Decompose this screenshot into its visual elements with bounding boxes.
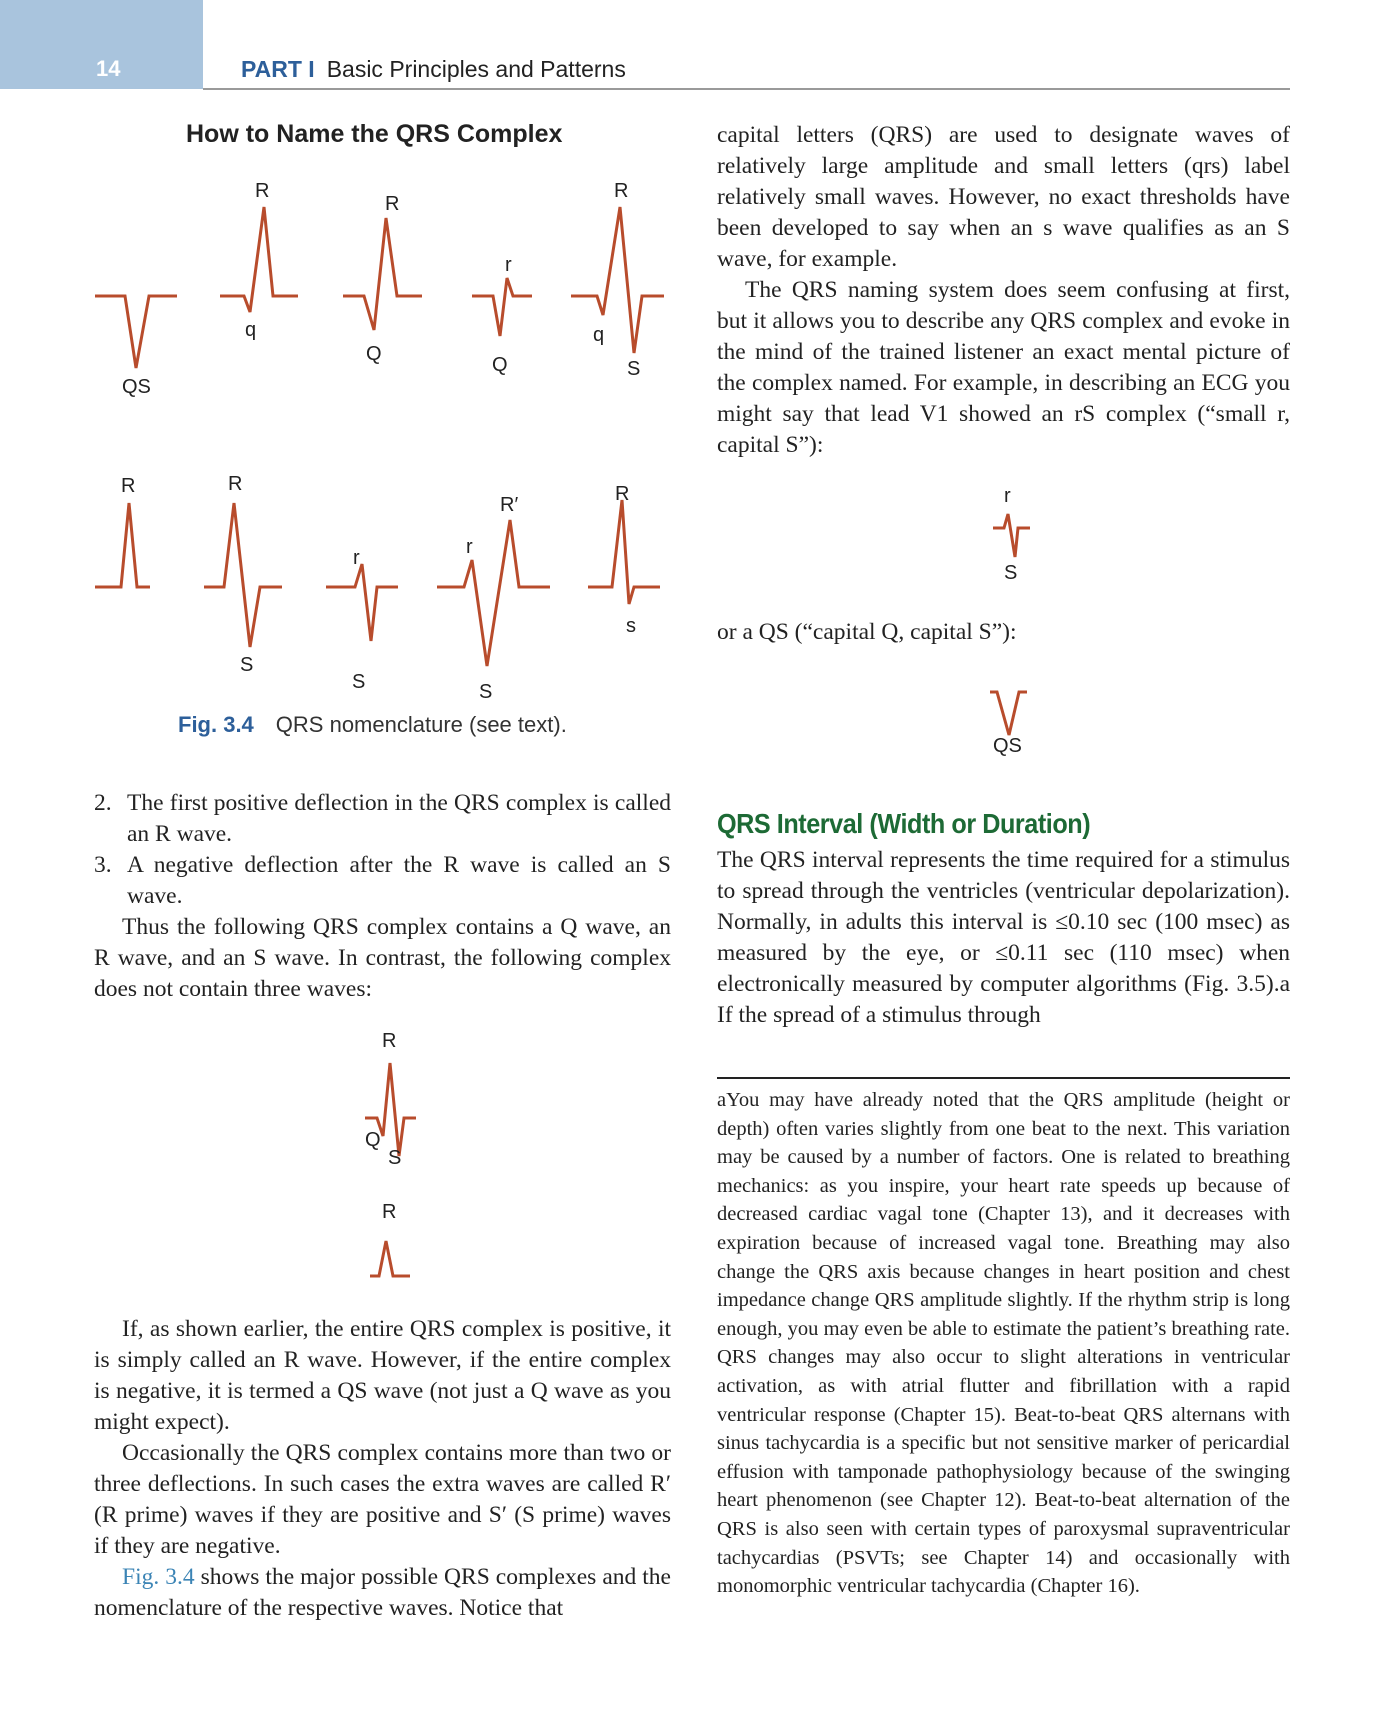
footnote: aYou may have already noted that the QRS amplitude (height or depth) often varies slightly from one beat to the next. This variation may be caused by a number of factors. One is related to breathing mechanics: as you inspire, your heart rate speeds up because of decreased cardiac vagal tone (Chapter 13), and it decreases with expiration because of increased vagal tone. Breathing may also change the QRS axis because changes in heart position and chest impedance change QRS amplitude slightly. If the rhythm strip is long enough, you may even be able to estimate the patient’s breathing rate. QRS changes may also occur to slight alterations in ventricular activation, as with atrial flutter and fibrillation with a rapid ventricular response (Chapter 15). Beat-to-beat QRS alternans with sinus tachycardia is a specific but not sensitive marker of pericardial effusion with tamponade pathophysiology because of the swinging heart phenomenon (see Chapter 12). Beat-to-beat alternation of the QRS is also seen with certain types of paroxysmal supraventricular tachycardias (PSVTs; see Chapter 14) and occasionally with monomorphic ventricular tachycardia (Chapter 16). — [717, 1089, 1290, 1598]
ecg-complex-r — [95, 503, 150, 587]
figure-caption-label: Fig. 3.4 — [178, 712, 254, 737]
figure-title: How to Name the QRS Complex — [186, 120, 563, 148]
example-label-q: Q — [365, 1129, 381, 1151]
example-label-s: S — [388, 1147, 402, 1169]
label-s-4: S — [479, 681, 493, 703]
label-r-small-3: r — [466, 536, 473, 558]
list-item-2 — [94, 788, 671, 850]
ecg-complex-rs — [204, 503, 282, 647]
label-r-small-2: r — [353, 547, 360, 569]
label-q-2: q — [593, 324, 605, 346]
label-q-cap-1: Q — [366, 343, 382, 365]
label-s-small: s — [626, 615, 636, 637]
paragraph-naming-system: The QRS naming system does seem confusing at first, but it allows you to describe any QRS complex and evoke in the mind of the trained listener an exact mental picture of the complex named. For example, in describing an ECG you might say that lead V1 showed an rS complex (“small r, capital S”): — [717, 277, 1290, 458]
ecg-complex-qrs-large — [571, 207, 664, 353]
list-text: A negative deflection after the R wave is called an S wave. — [127, 852, 671, 909]
label-r-3: R — [614, 180, 629, 202]
label-r-6: R — [615, 483, 630, 505]
ecg-complex-qr — [220, 207, 298, 312]
label-s-3: S — [352, 671, 366, 693]
label-s-1: S — [627, 358, 641, 380]
label-r-prime: R′ — [500, 494, 519, 516]
paragraph-or-qs: or a QS (“capital Q, capital S”): — [717, 619, 1017, 645]
label-r-4: R — [121, 475, 136, 497]
ecg-complex-rs-small — [326, 564, 398, 641]
qs-label: QS — [993, 735, 1022, 757]
part-title: Basic Principles and Patterns — [326, 56, 626, 82]
paragraph-fig-rest: shows the major possible QRS complexes and the nomenclature of the respective waves. Notice that — [94, 1564, 671, 1621]
paragraph-fig-reference — [94, 1562, 671, 1624]
figure-link[interactable]: Fig. 3.4 — [122, 1564, 195, 1590]
paragraph-capital-letters: capital letters (QRS) are used to designate waves of relatively large amplitude and small letters (qrs) label relatively small waves. However, no exact thresholds have been developed to say when an s wave qualifies as an S wave, for example. — [717, 122, 1290, 272]
ecg-complex-rsr-prime — [437, 520, 550, 666]
ecg-complex-qr-small — [472, 278, 532, 336]
label-r-1: R — [255, 180, 270, 202]
example-label-r-2: R — [382, 1201, 397, 1223]
qs-complex-example — [990, 692, 1027, 735]
ecg-complex-rs-small-s — [588, 500, 660, 604]
label-r-small-1: r — [505, 254, 512, 276]
part-label: PART I — [241, 56, 315, 82]
label-r-2: R — [385, 193, 400, 215]
label-r-5: R — [228, 473, 243, 495]
page-number: 14 — [96, 56, 121, 81]
list-number: 2. — [94, 790, 112, 816]
rs-label-r: r — [1004, 485, 1011, 507]
section-heading-qrs-interval: QRS Interval (Width or Duration) — [717, 808, 1091, 839]
figure-caption-text: QRS nomenclature (see text). — [275, 712, 567, 737]
label-q-cap-2: Q — [492, 354, 508, 376]
example-complex-r — [370, 1241, 410, 1276]
label-qs-1: QS — [122, 376, 151, 398]
ecg-complex-qs — [95, 296, 177, 368]
paragraph-thus: Thus the following QRS complex contains a Q wave, an R wave, and an S wave. In contrast, the following complex does not contain three waves: — [94, 914, 671, 1002]
rs-label-s: S — [1004, 562, 1018, 584]
figure-caption — [178, 712, 567, 738]
list-number: 3. — [94, 852, 112, 878]
footnote-divider — [717, 1077, 1290, 1079]
label-q-1: q — [245, 319, 257, 341]
paragraph-if-positive: If, as shown earlier, the entire QRS complex is positive, it is simply called an R wave. However, if the entire complex is negative, it is termed a QS wave (not just a Q wave as you might expect). — [94, 1316, 671, 1435]
list-item-3 — [94, 850, 671, 912]
example-label-r-1: R — [382, 1030, 397, 1052]
list-text: The first positive deflection in the QRS complex is called an R wave. — [127, 790, 671, 847]
rs-complex-example — [993, 514, 1030, 557]
ecg-complex-qr-large — [343, 218, 422, 330]
label-s-2: S — [240, 654, 254, 676]
paragraph-qrs-interval: The QRS interval represents the time required for a stimulus to spread through the ventricles (ventricular depolarization). Normally, in adults this interval is ≤0.10 sec (100 msec) as measured by the eye, or ≤0.11 sec (110 msec) when electronically measured by computer algorithms (Fig. 3.5).a If the spread of a stimulus through — [717, 847, 1290, 1028]
paragraph-occasionally: Occasionally the QRS complex contains more than two or three deflections. In such cases the extra waves are called R′ (R prime) waves if they are positive and S′ (S prime) waves if they are negative. — [94, 1440, 671, 1559]
